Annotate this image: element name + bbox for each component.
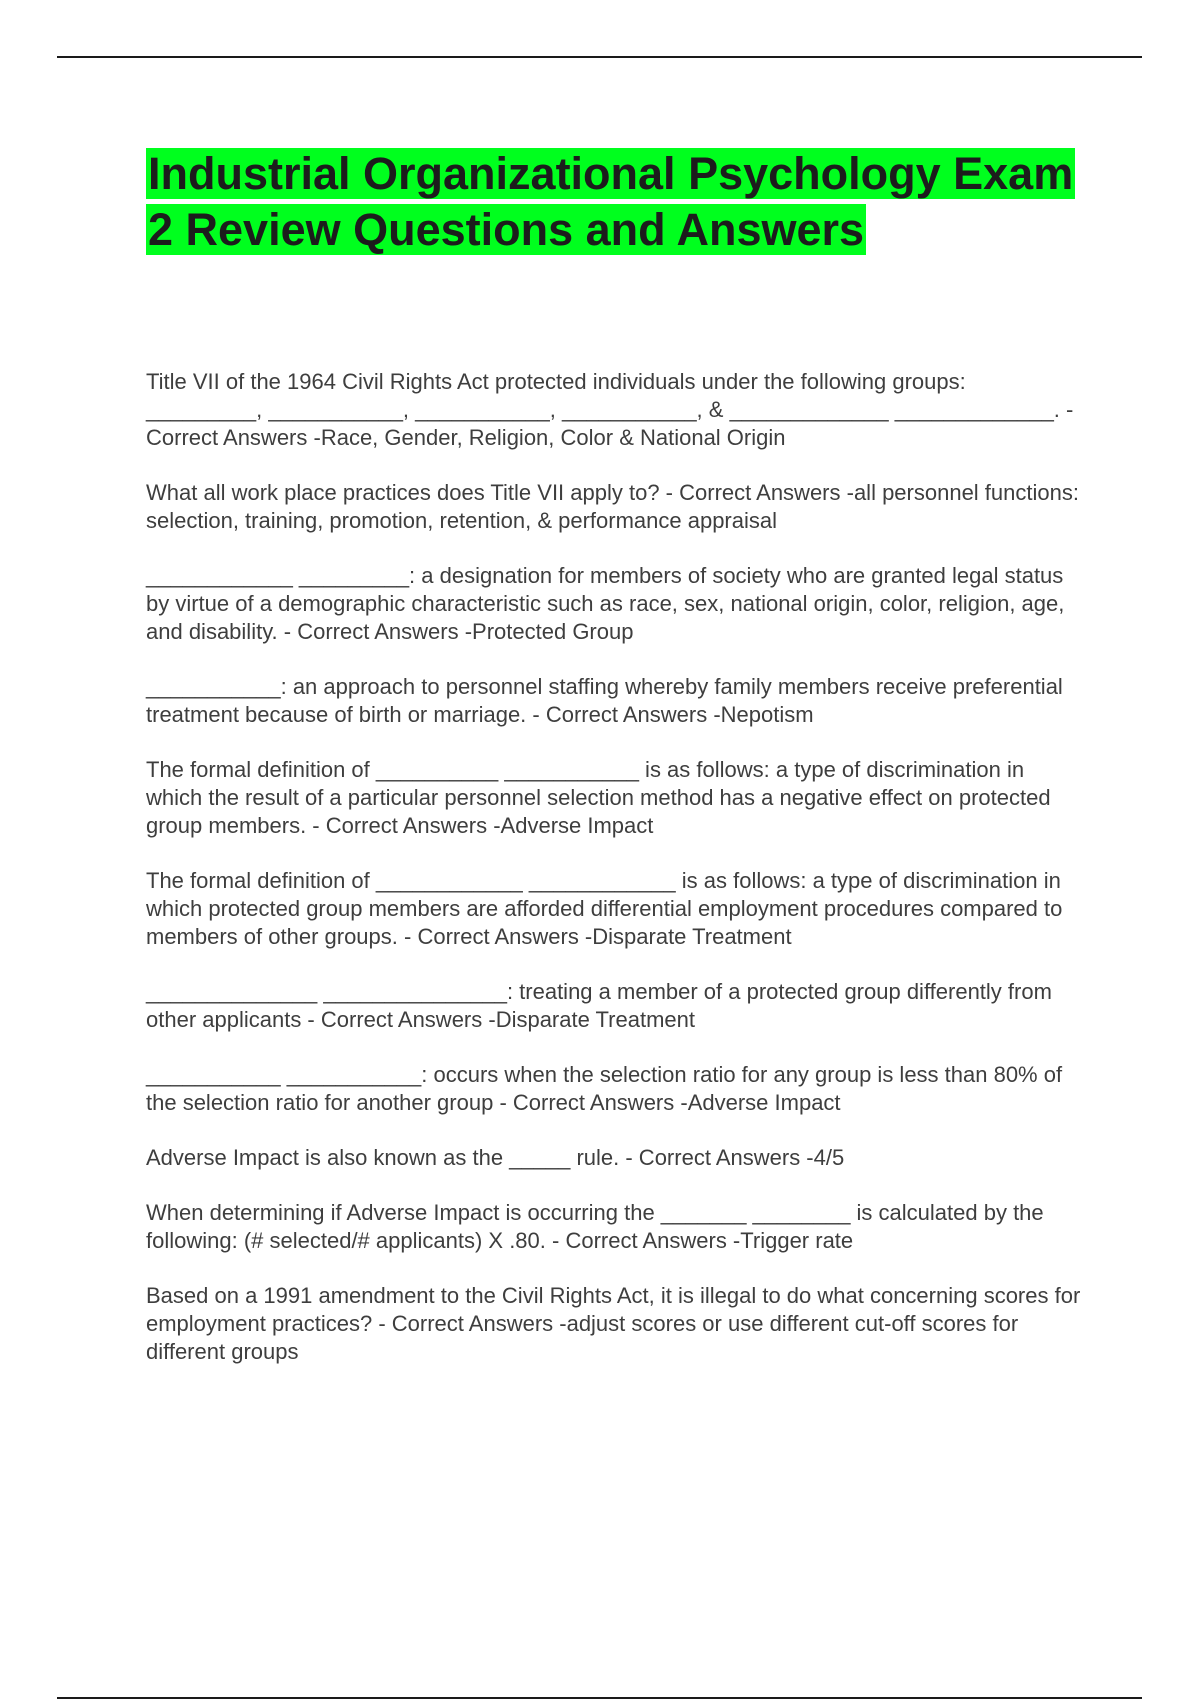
qa-list <box>146 368 1086 1393</box>
qa-item: The formal definition of ____________ ____________ is as follows: a type of discrimination in which protected group members are afforded differential employment procedures compared to members of other groups. - Correct Answers -Disparate Treatment <box>146 868 1063 949</box>
qa-item: Title VII of the 1964 Civil Rights Act protected individuals under the following groups: _________, ___________, ___________, ___________, & _____________ _____________. - Correct Answers -Race, Gender, Religion, Color & National Origin <box>146 369 1074 450</box>
document-title <box>146 146 1086 258</box>
bottom-divider <box>57 1697 1142 1699</box>
qa-item: The formal definition of __________ ___________ is as follows: a type of discrimination in which the result of a particular personnel selection method has a negative effect on protected group members. - Correct Answers -Adverse Impact <box>146 757 1051 838</box>
qa-item: When determining if Adverse Impact is occurring the _______ ________ is calculated by the following: (# selected/# applicants) X .80. - Correct Answers -Trigger rate <box>146 1200 1044 1253</box>
top-divider <box>57 56 1142 58</box>
qa-item: Based on a 1991 amendment to the Civil Rights Act, it is illegal to do what concerning scores for employment practices? - Correct Answers -adjust scores or use different cut-off scores for different groups <box>146 1283 1081 1364</box>
qa-item: What all work place practices does Title VII apply to? - Correct Answers -all personnel functions: selection, training, promotion, retention, & performance appraisal <box>146 480 1079 533</box>
qa-item: ____________ _________: a designation for members of society who are granted legal status by virtue of a demographic characteristic such as race, sex, national origin, color, religion, age, and disability. - Correct Answers -Protected Group <box>146 563 1065 644</box>
qa-item: Adverse Impact is also known as the _____ rule. - Correct Answers -4/5 <box>146 1145 845 1170</box>
qa-item: ______________ _______________: treating a member of a protected group differently from other applicants - Correct Answers -Disparate Treatment <box>146 979 1052 1032</box>
qa-item: ___________: an approach to personnel staffing whereby family members receive preferential treatment because of birth or marriage. - Correct Answers -Nepotism <box>146 674 1063 727</box>
qa-item: ___________ ___________: occurs when the selection ratio for any group is less than 80% of the selection ratio for another group - Correct Answers -Adverse Impact <box>146 1062 1063 1115</box>
title-highlight: Industrial Organizational Psychology Exam 2 Review Questions and Answers <box>148 148 1074 255</box>
